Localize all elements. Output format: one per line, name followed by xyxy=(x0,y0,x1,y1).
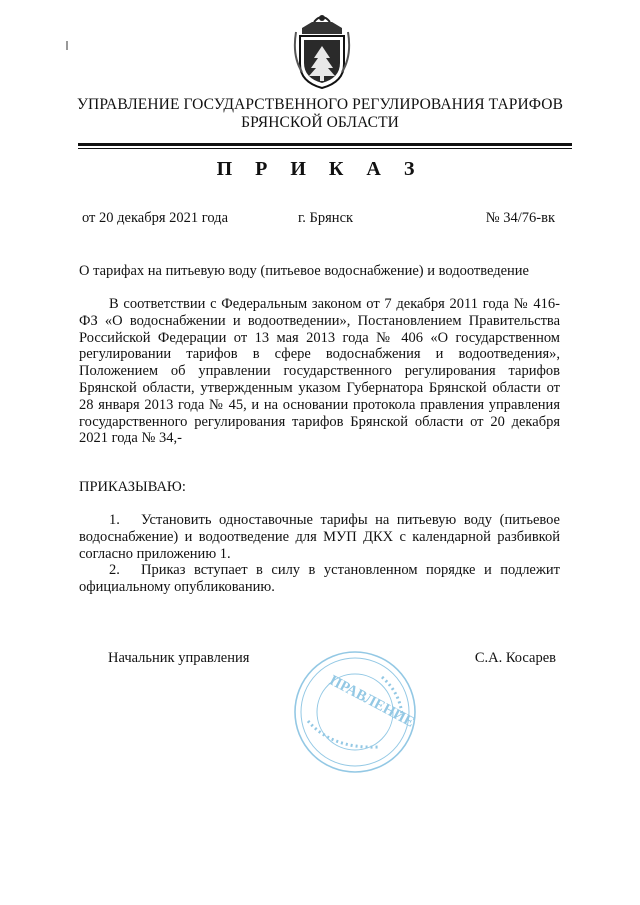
order-date: от 20 декабря 2021 года xyxy=(82,210,228,226)
official-stamp xyxy=(292,649,418,775)
item-text: Установить одноставочные тарифы на питьевую воду (питьевое водоснабжение) и водоотведение для МУП ДКХ с календарной разбивкой согласно приложению 1. xyxy=(79,512,560,562)
coat-of-arms-icon xyxy=(292,12,352,90)
order-heading: ПРИКАЗЫВАЮ: xyxy=(79,479,186,495)
header-divider-thin xyxy=(78,148,572,149)
signatory-name: С.А. Косарев xyxy=(474,650,556,666)
stamp-text: ПРАВЛЕНИЕ xyxy=(326,672,417,731)
order-city: г. Брянск xyxy=(298,210,354,226)
item-number: 2. xyxy=(109,562,120,578)
preamble-paragraph: В соответствии с Федеральным законом от 7 декабря 2011 года № 416-ФЗ «О водоснабжении и водоотведении», Постановлением Правительства Российской Федерации от 13 мая 2013 года № 406 «О государственном регулировании тарифов в сфере водоснабжения и водоотведения», Положением об управлении государственного регулирования тарифов Брянской области, утвержденным указом Губернатора Брянской области от 28 января 2013 года № 45, и на основании протокола правления управления государственного регулирования тарифов Брянской области от 20 декабря 2021 года № 34,- xyxy=(79,296,560,447)
organization-name xyxy=(70,96,570,132)
organization-line-2: БРЯНСКОЙ ОБЛАСТИ xyxy=(241,114,399,131)
order-number: № 34/76-вк xyxy=(485,210,555,226)
order-item xyxy=(79,562,560,596)
order-item xyxy=(79,512,560,562)
item-number: 1. xyxy=(109,512,120,528)
order-subject: О тарифах на питьевую воду (питьевое водоснабжение) и водоотведение xyxy=(79,263,529,279)
header-divider-thick xyxy=(78,143,572,146)
organization-line-1: УПРАВЛЕНИЕ ГОСУДАРСТВЕННОГО РЕГУЛИРОВАНИЯ ТАРИФОВ xyxy=(76,96,564,113)
signatory-position: Начальник управления xyxy=(108,650,250,666)
scan-mark xyxy=(66,41,68,50)
document-title: П Р И К А З xyxy=(216,158,424,180)
item-text: Приказ вступает в силу в установленном порядке и подлежит официальному опубликованию. xyxy=(79,562,560,595)
